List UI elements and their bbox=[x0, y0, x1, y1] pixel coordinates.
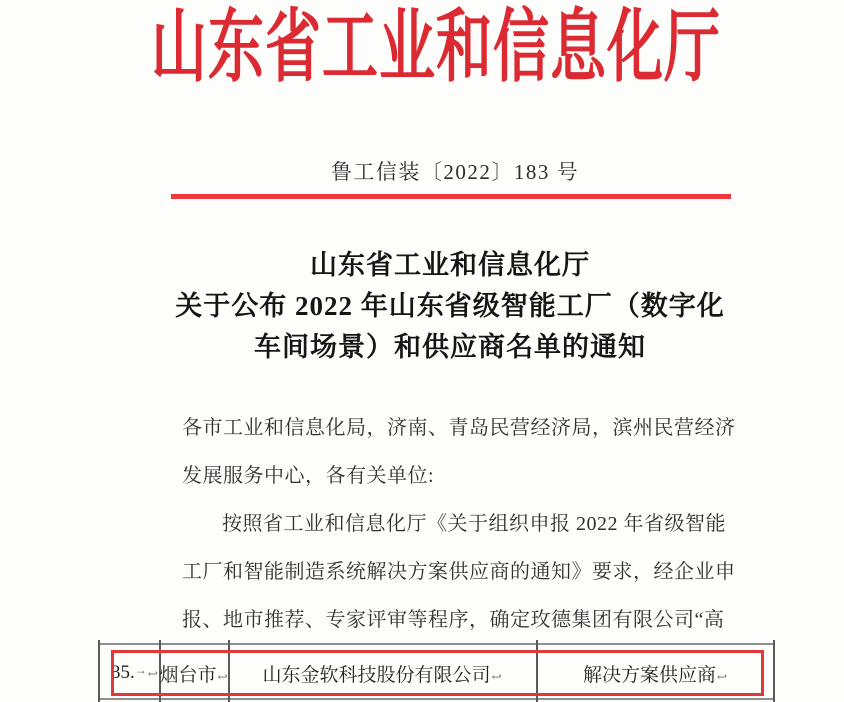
company-text: 山东金软科技股份有限公司 bbox=[262, 664, 491, 686]
body-paragraph-line-1: 按照省工业和信息化厅《关于组织申报 2022 年省级智能 bbox=[222, 513, 726, 535]
tab-character-mark: → bbox=[134, 663, 147, 677]
cell-end-mark: ↩ bbox=[716, 669, 728, 684]
document-number: 鲁工信装〔2022〕183 号 bbox=[330, 160, 580, 184]
salutation-line-2: 发展服务中心，各有关单位: bbox=[182, 465, 435, 487]
notice-title-line-2: 关于公布 2022 年山东省级智能工厂（数字化 bbox=[175, 291, 725, 321]
table-bottom-border bbox=[98, 698, 775, 700]
notice-title-line-3: 车间场景）和供应商名单的通知 bbox=[254, 332, 646, 362]
red-highlight-box bbox=[111, 650, 764, 696]
notice-title bbox=[58, 245, 842, 368]
notice-body bbox=[182, 404, 738, 644]
notice-title-line-1: 山东省工业和信息化厅 bbox=[310, 250, 590, 280]
role-text: 解决方案供应商 bbox=[582, 664, 716, 686]
row-number-text: 35. bbox=[111, 662, 135, 683]
cell-end-mark: ↩ bbox=[217, 669, 228, 684]
cell-end-mark: ↩ bbox=[147, 667, 158, 681]
supplier-table-row-strip bbox=[0, 640, 844, 702]
body-paragraph-line-2: 工厂和智能制造系统解决方案供应商的通知》要求，经企业申 bbox=[182, 561, 736, 583]
city-text: 烟台市 bbox=[159, 664, 217, 686]
body-paragraph-line-3: 报、地市推荐、专家评审等程序，确定玫德集团有限公司“高 bbox=[182, 609, 725, 631]
cell-end-mark: ↩ bbox=[491, 669, 502, 684]
table-top-border bbox=[98, 643, 775, 645]
letterhead-title: 山东省工业和信息化厅 bbox=[151, 4, 721, 93]
red-separator-rule bbox=[171, 194, 731, 199]
salutation-line-1: 各市工业和信息化局，济南、青岛民营经济局，滨州民营经济 bbox=[182, 417, 736, 439]
